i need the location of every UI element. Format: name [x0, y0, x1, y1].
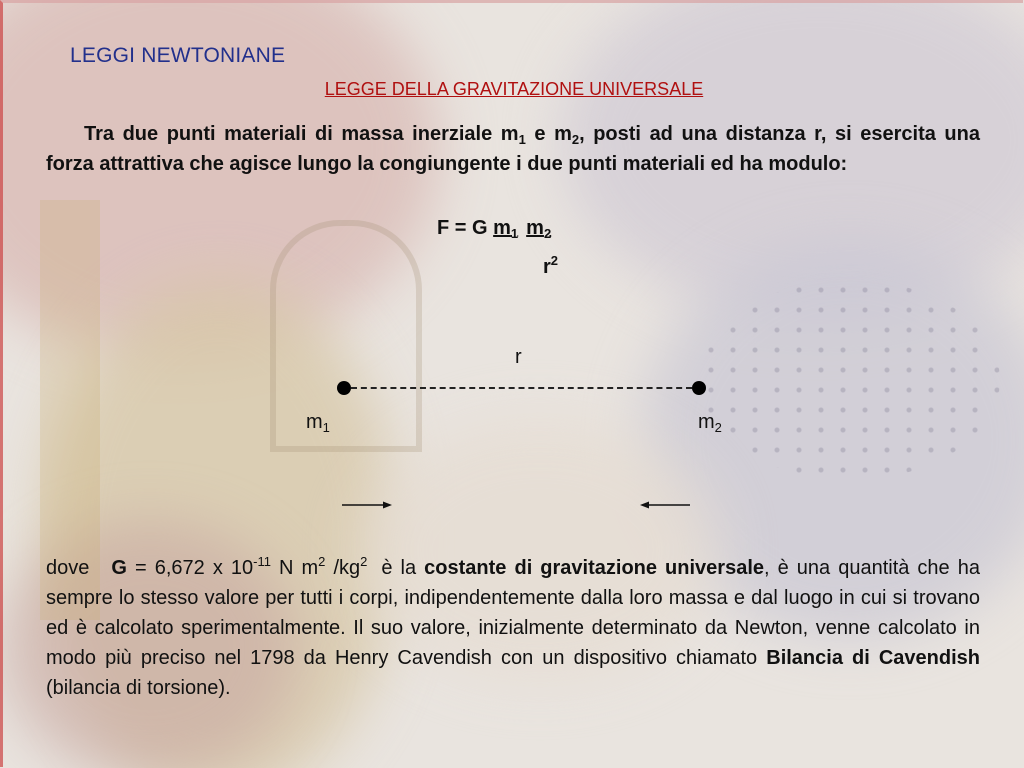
arrow-right-icon [342, 499, 392, 511]
slide-title: LEGGI NEWTONIANE [70, 44, 286, 67]
mass-1-point [337, 381, 351, 395]
slide-subtitle: LEGGE DELLA GRAVITAZIONE UNIVERSALE [324, 79, 704, 99]
intro-paragraph: Tra due punti materiali di massa inerziale $m_1$ e $m_2$, posti ad una distanza r, si esercita una forza attrattiva che agisce lungo la congiungente i due punti materiali ed ha modulo: [46, 123, 980, 175]
mass-1-label: $m_1$ [306, 411, 330, 435]
formula-denominator: $r^2$ [543, 253, 559, 278]
formula-numerator: $m_1$ $m_2$ [493, 217, 552, 241]
distance-label: r [515, 346, 522, 368]
distance-dashed-line [351, 387, 692, 389]
formula-numerator-line [437, 217, 551, 240]
constant-description: dove G = 6,672 x $10^{-11}$ N $m^2$ $/kg^2$ è la costante di gravitazione universale, è una quantità che ha sempre lo stesso valore per tutti i corpi, indipendentemente dalla loro massa e dal luogo in cui si trovano ed è calcolato sperimentalmente. Il suo valore, inizialmente determinato da Newton, venne calcolato in modo più preciso nel 1798 da Henry Cavendish con un dispositivo chiamato Bilancia di Cavendish (bilancia di torsione). [46, 554, 980, 699]
mass-2-label: $m_2$ [698, 411, 722, 435]
arrow-left-icon [640, 499, 690, 511]
formula-lhs: F = G [437, 217, 494, 239]
mass-2-point [692, 381, 706, 395]
